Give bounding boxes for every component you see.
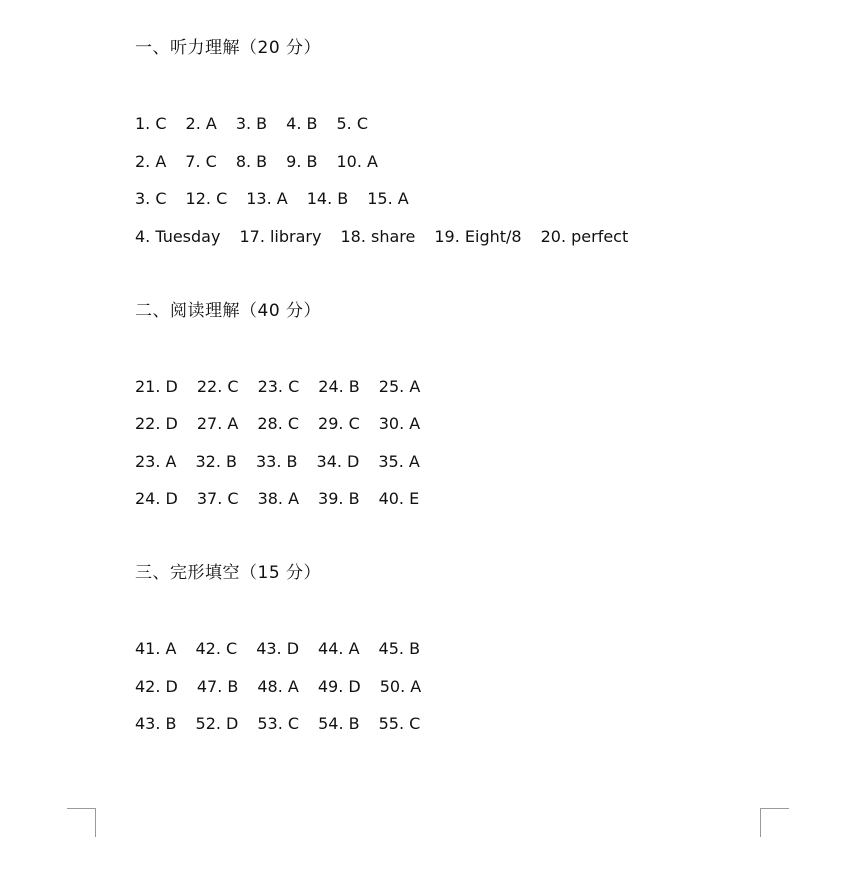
answer-item: 28. C bbox=[257, 414, 300, 433]
answer-item: 32. B bbox=[195, 451, 237, 471]
answer-row bbox=[135, 375, 775, 399]
answer-item: 42. C bbox=[195, 639, 238, 658]
answer-item: 29. C bbox=[318, 414, 360, 433]
answer-item: 7. C bbox=[185, 151, 217, 171]
answer-item: 1. C bbox=[135, 114, 167, 133]
answer-item: 2. A bbox=[185, 114, 217, 133]
answer-rows bbox=[135, 637, 775, 736]
answer-item: 3. B bbox=[235, 114, 268, 133]
answer-item: 44. A bbox=[318, 639, 360, 658]
answer-item: 4. Tuesday bbox=[135, 226, 221, 246]
answer-item: 49. D bbox=[317, 676, 361, 696]
answer-item: 33. B bbox=[256, 451, 298, 471]
answer-item: 41. A bbox=[135, 639, 177, 658]
answer-item: 17. library bbox=[239, 226, 322, 246]
answer-item: 54. B bbox=[318, 714, 360, 733]
page-corner-mark-right bbox=[760, 808, 789, 837]
section-heading: 二、阅读理解（40 分） bbox=[135, 300, 322, 321]
answer-row bbox=[135, 450, 775, 474]
answer-item: 8. B bbox=[235, 151, 268, 171]
section-cloze bbox=[135, 561, 775, 736]
answer-item: 47. B bbox=[196, 676, 239, 696]
answer-item: 12. C bbox=[185, 189, 228, 208]
answer-item: 22. D bbox=[135, 414, 178, 433]
answer-row bbox=[135, 112, 775, 136]
answer-item: 27. A bbox=[196, 414, 239, 433]
answer-item: 50. A bbox=[379, 676, 422, 696]
answer-row bbox=[135, 637, 775, 661]
answer-item: 9. B bbox=[286, 151, 318, 171]
answer-item: 53. C bbox=[257, 714, 300, 733]
answer-item: 15. A bbox=[367, 189, 409, 208]
answer-item: 20. perfect bbox=[540, 226, 629, 246]
answer-rows bbox=[135, 112, 775, 249]
answer-row bbox=[135, 150, 775, 174]
answer-item: 52. D bbox=[195, 714, 239, 733]
answer-item: 18. share bbox=[340, 226, 416, 246]
answer-item: 43. D bbox=[256, 639, 300, 658]
answer-item: 45. B bbox=[378, 639, 421, 658]
answer-item: 39. B bbox=[318, 489, 360, 508]
answer-item: 25. A bbox=[378, 376, 421, 396]
answer-item: 38. A bbox=[257, 489, 300, 508]
answer-item: 19. Eight/8 bbox=[434, 226, 522, 246]
answer-item: 23. C bbox=[257, 376, 300, 396]
answer-item: 21. D bbox=[135, 376, 178, 396]
answer-item: 48. A bbox=[257, 676, 299, 696]
answer-row bbox=[135, 712, 775, 736]
answer-item: 4. B bbox=[286, 114, 318, 133]
answer-item: 42. D bbox=[135, 676, 178, 696]
section-listening bbox=[135, 36, 775, 249]
answer-item: 2. A bbox=[135, 151, 167, 171]
section-heading: 三、完形填空（15 分） bbox=[135, 563, 322, 583]
answer-rows bbox=[135, 375, 775, 512]
section-heading: 一、听力理解（20 分） bbox=[135, 38, 322, 58]
page-corner-mark-left bbox=[67, 808, 96, 837]
answer-item: 43. B bbox=[135, 714, 177, 733]
answer-item: 35. A bbox=[378, 451, 420, 471]
answer-row bbox=[135, 225, 775, 249]
answer-item: 22. C bbox=[196, 376, 239, 396]
section-reading bbox=[135, 299, 775, 512]
answer-item: 3. C bbox=[135, 189, 167, 208]
answer-item: 23. A bbox=[135, 451, 177, 471]
answer-item: 37. C bbox=[196, 489, 239, 508]
answer-item: 10. A bbox=[336, 151, 378, 171]
answer-item: 34. D bbox=[316, 451, 360, 471]
answer-item: 55. C bbox=[378, 714, 421, 733]
answer-row bbox=[135, 675, 775, 699]
answer-item: 40. E bbox=[378, 489, 420, 508]
answer-row bbox=[135, 412, 775, 436]
answer-item: 30. A bbox=[378, 414, 421, 433]
answer-item: 14. B bbox=[306, 189, 349, 208]
answer-item: 24. B bbox=[318, 376, 360, 396]
answer-item: 13. A bbox=[246, 189, 288, 208]
answer-item: 5. C bbox=[336, 114, 369, 133]
answer-item: 24. D bbox=[135, 489, 178, 508]
answer-row bbox=[135, 187, 775, 211]
answer-row bbox=[135, 487, 775, 511]
answer-key bbox=[135, 36, 775, 736]
